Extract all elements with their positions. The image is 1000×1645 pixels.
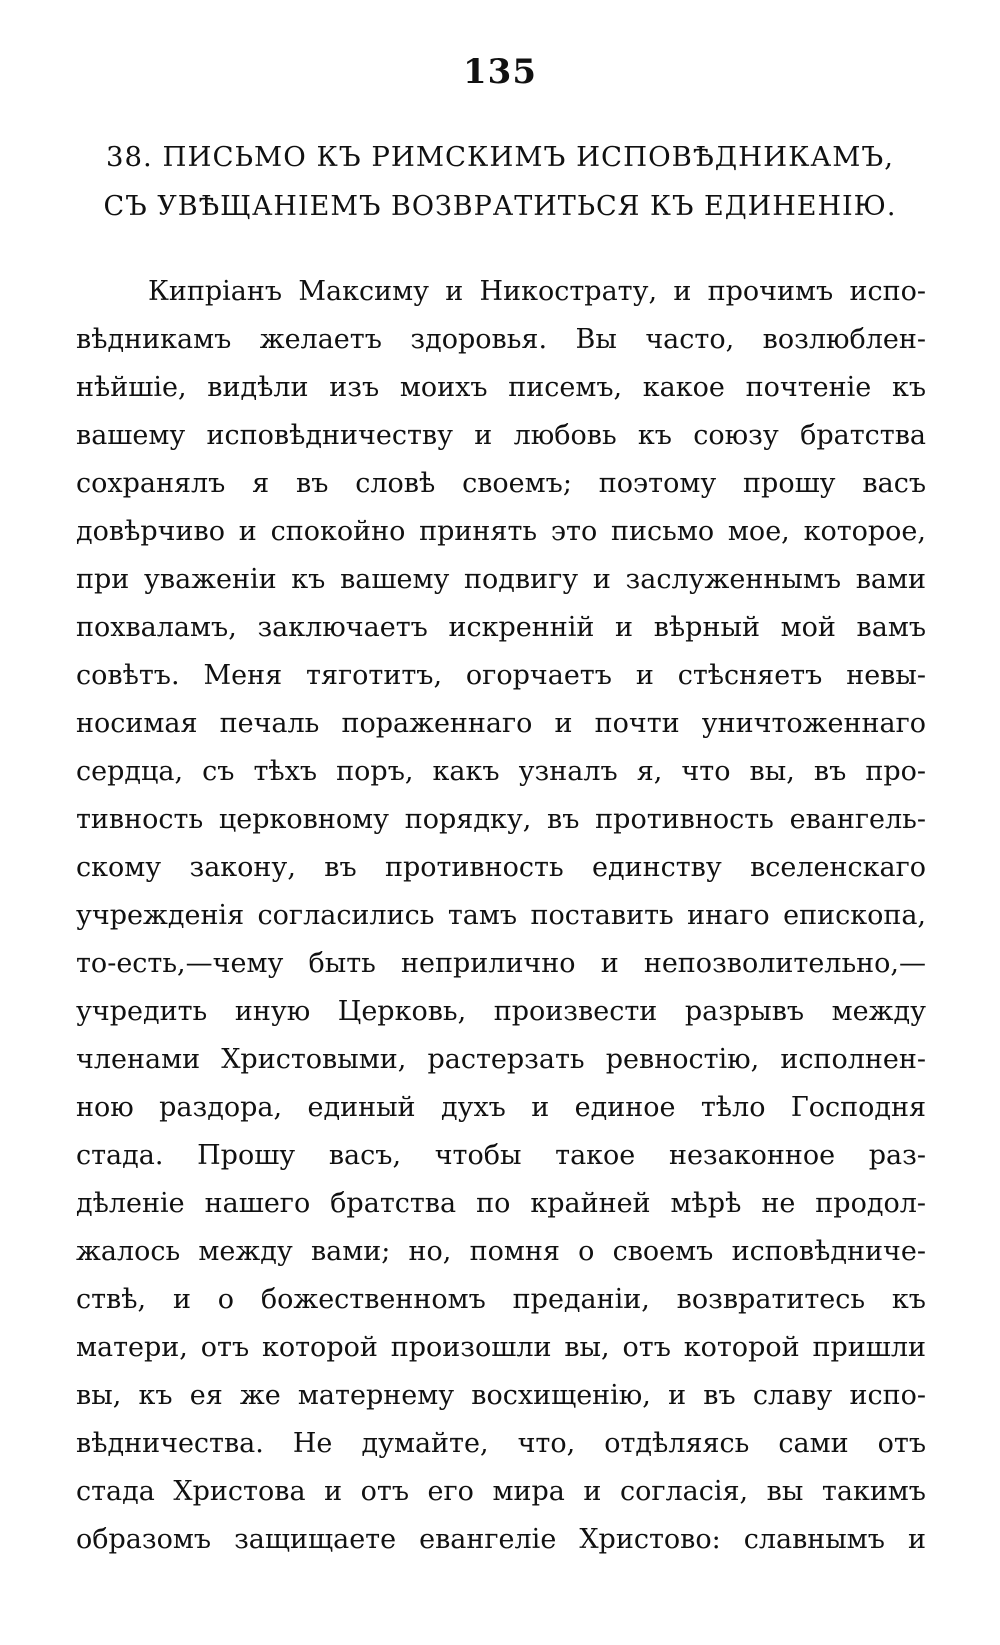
body-line: нѣйшіе, видѣли изъ моихъ писемъ, какое почтеніе къ xyxy=(76,372,926,403)
body-line: вѣдникамъ желаетъ здоровья. Вы часто, возлюблен- xyxy=(76,324,926,355)
body-line: ствѣ, и о божественномъ преданіи, возвратитесь къ xyxy=(76,1284,926,1315)
letter-heading xyxy=(100,132,900,232)
body-line: сохранялъ я въ словѣ своемъ; поэтому прошу васъ xyxy=(76,468,926,499)
letter-body xyxy=(76,268,926,1564)
body-line: учрежденія согласились тамъ поставить инаго епископа, xyxy=(76,900,926,931)
body-line: жалось между вами; но, помня о своемъ исповѣдниче- xyxy=(76,1236,926,1267)
body-line: носимая печаль пораженнаго и почти уничтоженнаго xyxy=(76,708,926,739)
heading-line: 38. ПИСЬМО КЪ РИМСКИМЪ ИСПОВѢДНИКАМЪ, xyxy=(106,141,894,173)
body-line: стада Христова и отъ его мира и согласія, вы такимъ xyxy=(76,1476,926,1507)
body-line: вашему исповѣдничеству и любовь къ союзу братства xyxy=(76,420,926,451)
heading-line: СЪ УВѢЩАНІЕМЪ ВОЗВРАТИТЬСЯ КЪ ЕДИНЕНІЮ. xyxy=(103,191,897,222)
body-line: довѣрчиво и спокойно принять это письмо мое, которое, xyxy=(76,516,926,547)
body-line: матери, отъ которой произошли вы, отъ которой пришли xyxy=(76,1332,926,1363)
body-line: похваламъ, заключаетъ искренній и вѣрный мой вамъ xyxy=(76,612,926,643)
body-line: стада. Прошу васъ, чтобы такое незаконное раз- xyxy=(76,1140,926,1171)
body-line: вѣдничества. Не думайте, что, отдѣляясь сами отъ xyxy=(76,1428,926,1459)
body-line: учредить иную Церковь, произвести разрывъ между xyxy=(76,996,926,1027)
page-number: 135 xyxy=(463,52,537,92)
body-line: тивность церковному порядку, въ противность евангель- xyxy=(76,804,926,835)
body-line: ною раздора, единый духъ и единое тѣло Господня xyxy=(76,1092,926,1123)
body-line: то-есть,—чему быть неприлично и непозволительно,— xyxy=(76,948,926,979)
body-line: сердца, съ тѣхъ поръ, какъ узналъ я, что вы, въ про- xyxy=(76,756,926,787)
body-line: дѣленіе нашего братства по крайней мѣрѣ не продол- xyxy=(76,1188,926,1219)
body-line: скому закону, въ противность единству вселенскаго xyxy=(76,852,926,883)
body-line: вы, къ ея же матернему восхищенію, и въ славу испо- xyxy=(76,1380,926,1411)
body-line: совѣтъ. Меня тяготитъ, огорчаетъ и стѣсняетъ невы- xyxy=(76,660,926,691)
body-line: Кипріанъ Максиму и Никострату, и прочимъ испо- xyxy=(148,276,926,307)
body-line: при уваженіи къ вашему подвигу и заслуженнымъ вами xyxy=(76,564,926,595)
body-line: членами Христовыми, растерзать ревностію, исполнен- xyxy=(76,1044,926,1075)
body-line: образомъ защищаете евангеліе Христово: славнымъ и xyxy=(76,1524,926,1555)
